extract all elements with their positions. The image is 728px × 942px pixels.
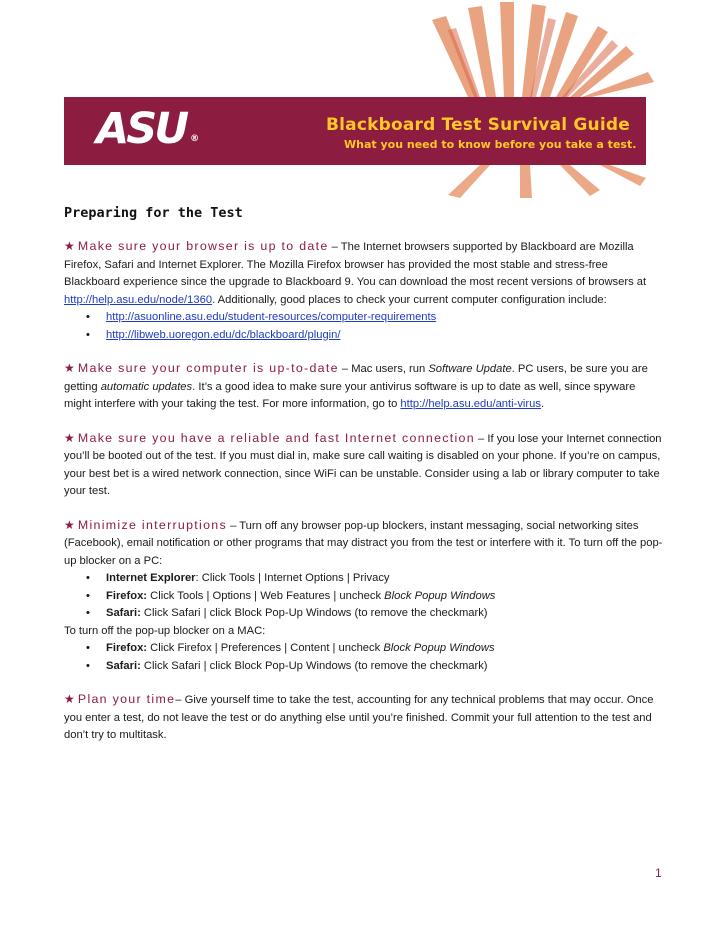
section-browser-text: ★ Make sure your browser is up to date – The Internet browsers supported by Blackboard are Mozilla Firefox, Safari and Internet Explorer. The Mozilla Firefox browser has provided the most stable and stress-free Blackboard experience since the upgrade to Blackboard 9. You can download the most recent versions of browsers at http://help.asu.edu/node/1360. Additionally, good places to check your current computer configuration include: <box>64 239 647 306</box>
star-icon: ★ <box>64 361 75 375</box>
section-heading: Preparing for the Test <box>64 205 243 221</box>
link-list <box>64 309 664 344</box>
list-item <box>86 309 664 327</box>
section-time: ★ Plan your time– Give yourself time to take the test, accounting for any technical problems that may occur. Once you enter a test, do not leave the test or do anything else until you’re finished. Commit your full attention to the test and don’t try to multitask. <box>64 692 654 741</box>
mac-intro: To turn off the pop-up blocker on a MAC: <box>64 624 266 637</box>
computer-requirements-link[interactable]: http://asuonline.asu.edu/student-resources/computer-requirements <box>106 311 437 323</box>
banner-subtitle: What you need to know before you take a test. <box>344 138 637 151</box>
list-item <box>86 327 664 345</box>
anti-virus-link[interactable]: http://help.asu.edu/anti-virus <box>400 398 541 410</box>
help-link[interactable]: http://help.asu.edu/node/1360 <box>64 293 213 306</box>
section-lead: Make sure your browser is up to date <box>77 239 329 253</box>
asu-logo <box>96 103 199 155</box>
blackboard-plugin-link[interactable]: http://libweb.uoregon.edu/dc/blackboard/plugin/ <box>106 328 341 341</box>
section-interruptions: ★ Minimize interruptions – Turn off any browser pop-up blockers, instant messaging, social networking sites (Facebook), email notification or other programs that may distract you from the test or interfere with it. To turn off the pop-up blocker on a PC: • Internet Explorer: Click Tools | Internet Options | Privacy • Firefox: Click Tools | Options | Web Features | uncheck Block Popup Windows • Safari: Click Safari | click Block Pop-Up Windows (to remove the checkmark) To turn off the pop-up blocker on a MAC: • Firefox: Click Firefox | Preferences | Content | uncheck Block Popup Windows • Safari: Click Safari | click Block Pop-Up Windows (to remove the checkmark) <box>64 517 664 676</box>
section-lead: Minimize interruptions <box>77 517 227 532</box>
registered-mark: ® <box>190 134 200 144</box>
list-item: • Firefox: Click Firefox | Preferences | Content | uncheck Block Popup Windows <box>86 640 664 658</box>
section-lead: Make sure your computer is up-to-date <box>77 361 339 375</box>
list-item: • Firefox: Click Tools | Options | Web Features | uncheck Block Popup Windows <box>86 588 664 606</box>
star-icon: ★ <box>64 430 75 445</box>
logo-text: ASU <box>96 104 187 154</box>
pc-instructions-list <box>64 570 664 623</box>
section-lead: Make sure you have a reliable and fast Internet connection <box>77 430 475 445</box>
section-computer: ★ Make sure your computer is up-to-date – Mac users, run Software Update. PC users, be sure you are getting automatic updates. It’s a good idea to make sure your antivirus software is up to date as well, since spyware might interfere with your taking the test. For more information, go to http://help.asu.edu/anti-virus. <box>64 361 648 410</box>
list-item: • Safari: Click Safari | click Block Pop-Up Windows (to remove the checkmark) <box>86 658 664 676</box>
list-item: • Internet Explorer: Click Tools | Internet Options | Privacy <box>86 570 664 588</box>
star-icon: ★ <box>64 239 75 253</box>
section-browser <box>64 238 664 344</box>
document-body <box>64 238 664 761</box>
page-number: 1 <box>655 866 662 880</box>
star-icon: ★ <box>64 692 75 706</box>
banner-title: Blackboard Test Survival Guide <box>326 115 630 135</box>
star-icon: ★ <box>64 517 75 532</box>
section-lead: Plan your time <box>77 692 176 706</box>
section-connection: ★ Make sure you have a reliable and fast Internet connection – If you lose your Internet connection you’ll be booted out of the test. If you must dial in, make sure call waiting is disabled on your phone. If you’re on campus, your best bet is a wired network connection, since WiFi can be unstable. Consider using a lab or library computer to take your test. <box>64 430 662 497</box>
list-item: • Safari: Click Safari | click Block Pop-Up Windows (to remove the checkmark) <box>86 605 664 623</box>
mac-instructions-list <box>64 640 664 675</box>
